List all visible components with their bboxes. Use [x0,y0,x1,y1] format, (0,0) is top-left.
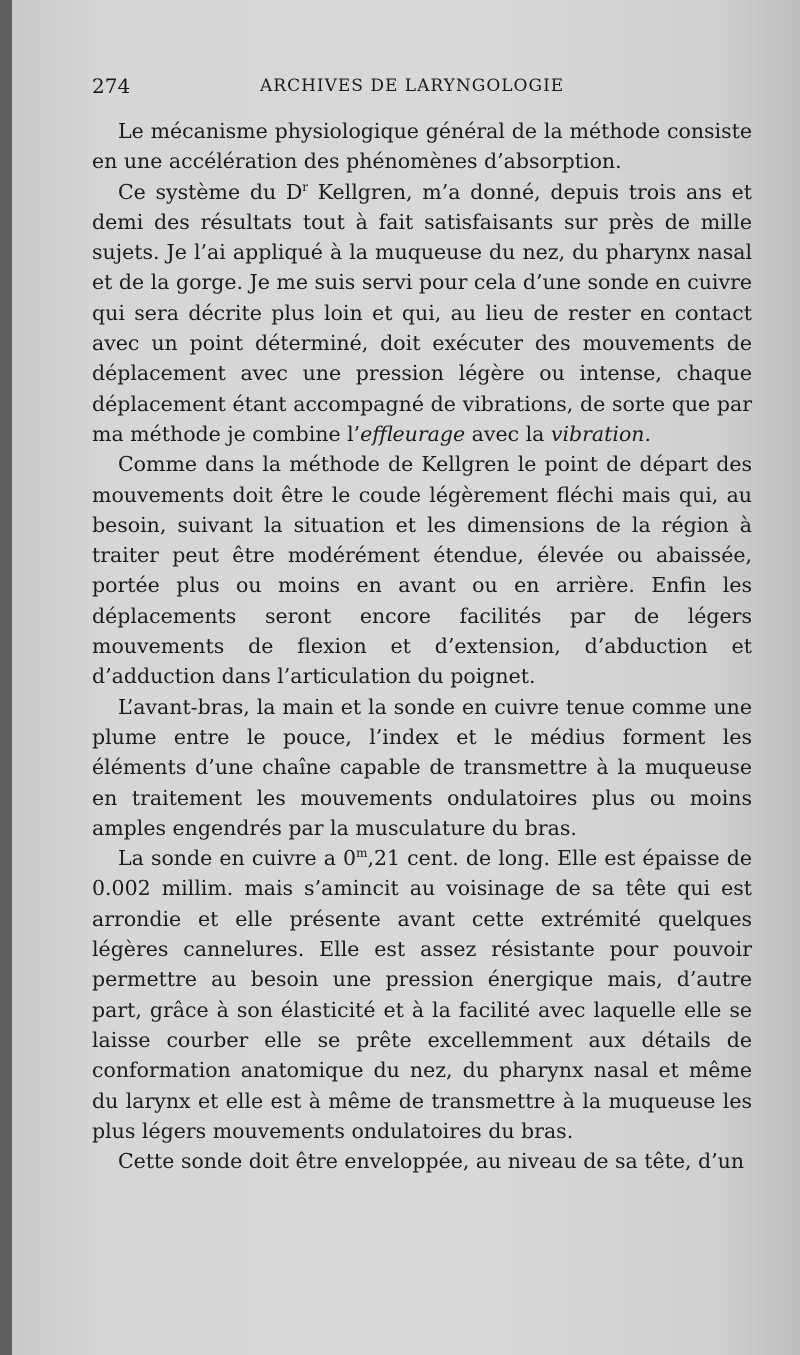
superscript: r [302,179,309,194]
paragraph-text: Ce système du D [118,179,303,204]
italic-term: vibration [550,421,645,446]
paragraph-text: Cette sonde doit être enveloppée, au niveau de sa tête, d’un [118,1149,745,1174]
paragraph-3 [92,449,752,691]
paragraph-text: Kellgren, m’a donné, depuis trois ans et demi des résultats tout à fait satisfaisants sur près de mille sujets. Je l’ai appliqué à la muqueuse du nez, du pharynx nasal et de la gorge. Je me suis servi pour cela d’une sonde en cuivre qui sera décrite plus loin et qui, au lieu de rester en contact avec un point déterminé, doit exécuter des mouvements de déplacement avec une pression légère ou intense, chaque déplacement étant accompagné de vibrations, de sorte que par ma méthode je combine l’ [92,179,752,446]
paragraph-text: . [644,421,652,446]
page-number: 274 [92,74,131,98]
paragraph-text: Le mécanisme physiologique général de la méthode consiste en une accélération des phénomènes d’absorption. [92,119,752,174]
book-page [12,0,800,1355]
paragraph-6 [92,1146,752,1176]
body-text [92,116,752,1176]
running-title: ARCHIVES DE LARYNGOLOGIE [260,76,565,96]
paragraph-text: L’avant-bras, la main et la sonde en cuivre tenue comme une plume entre le pouce, l’index et le médius forment les éléments d’une chaîne capable de transmettre à la muqueuse en traitement les mouvements ondulatoires plus ou moins amples engendrés par la musculature du bras. [92,694,752,840]
paragraph-5 [92,843,752,1146]
paragraph-4 [92,692,752,843]
paragraph-1 [92,116,752,177]
page-header [92,74,732,100]
paragraph-text: avec la [465,421,551,446]
paragraph-text: Comme dans la méthode de Kellgren le point de départ des mouvements doit être le coude légèrement fléchi mais qui, au besoin, suivant la situation et les dimensions de la région à traiter peut être modérément étendue, élevée ou abaissée, portée plus ou moins en avant ou en arrière. Enfin les déplacements seront encore facilités par de légers mouvements de flexion et d’extension, d’abduction et d’adduction dans l’articulation du poignet. [92,452,752,689]
italic-term: effleurage [360,421,466,446]
superscript: m [356,846,368,861]
paragraph-text: ,21 cent. de long. Elle est épaisse de 0.002 millim. mais s’amincit au voisinage de sa tête qui est arrondie et elle présente avant cette extrémité quelques légères cannelures. Elle est assez résistante pour pouvoir permettre au besoin une pression énergique mais, d’autre part, grâce à son élasticité et à la facilité avec laquelle elle se laisse courber elle se prête excellemment aux détails de conformation anatomique du nez, du pharynx nasal et même du larynx et elle est à même de transmettre à la muqueuse les plus légers mouvements ondulatoires du bras. [92,846,752,1143]
paragraph-2 [92,177,752,450]
paragraph-text: La sonde en cuivre a 0 [118,846,357,871]
